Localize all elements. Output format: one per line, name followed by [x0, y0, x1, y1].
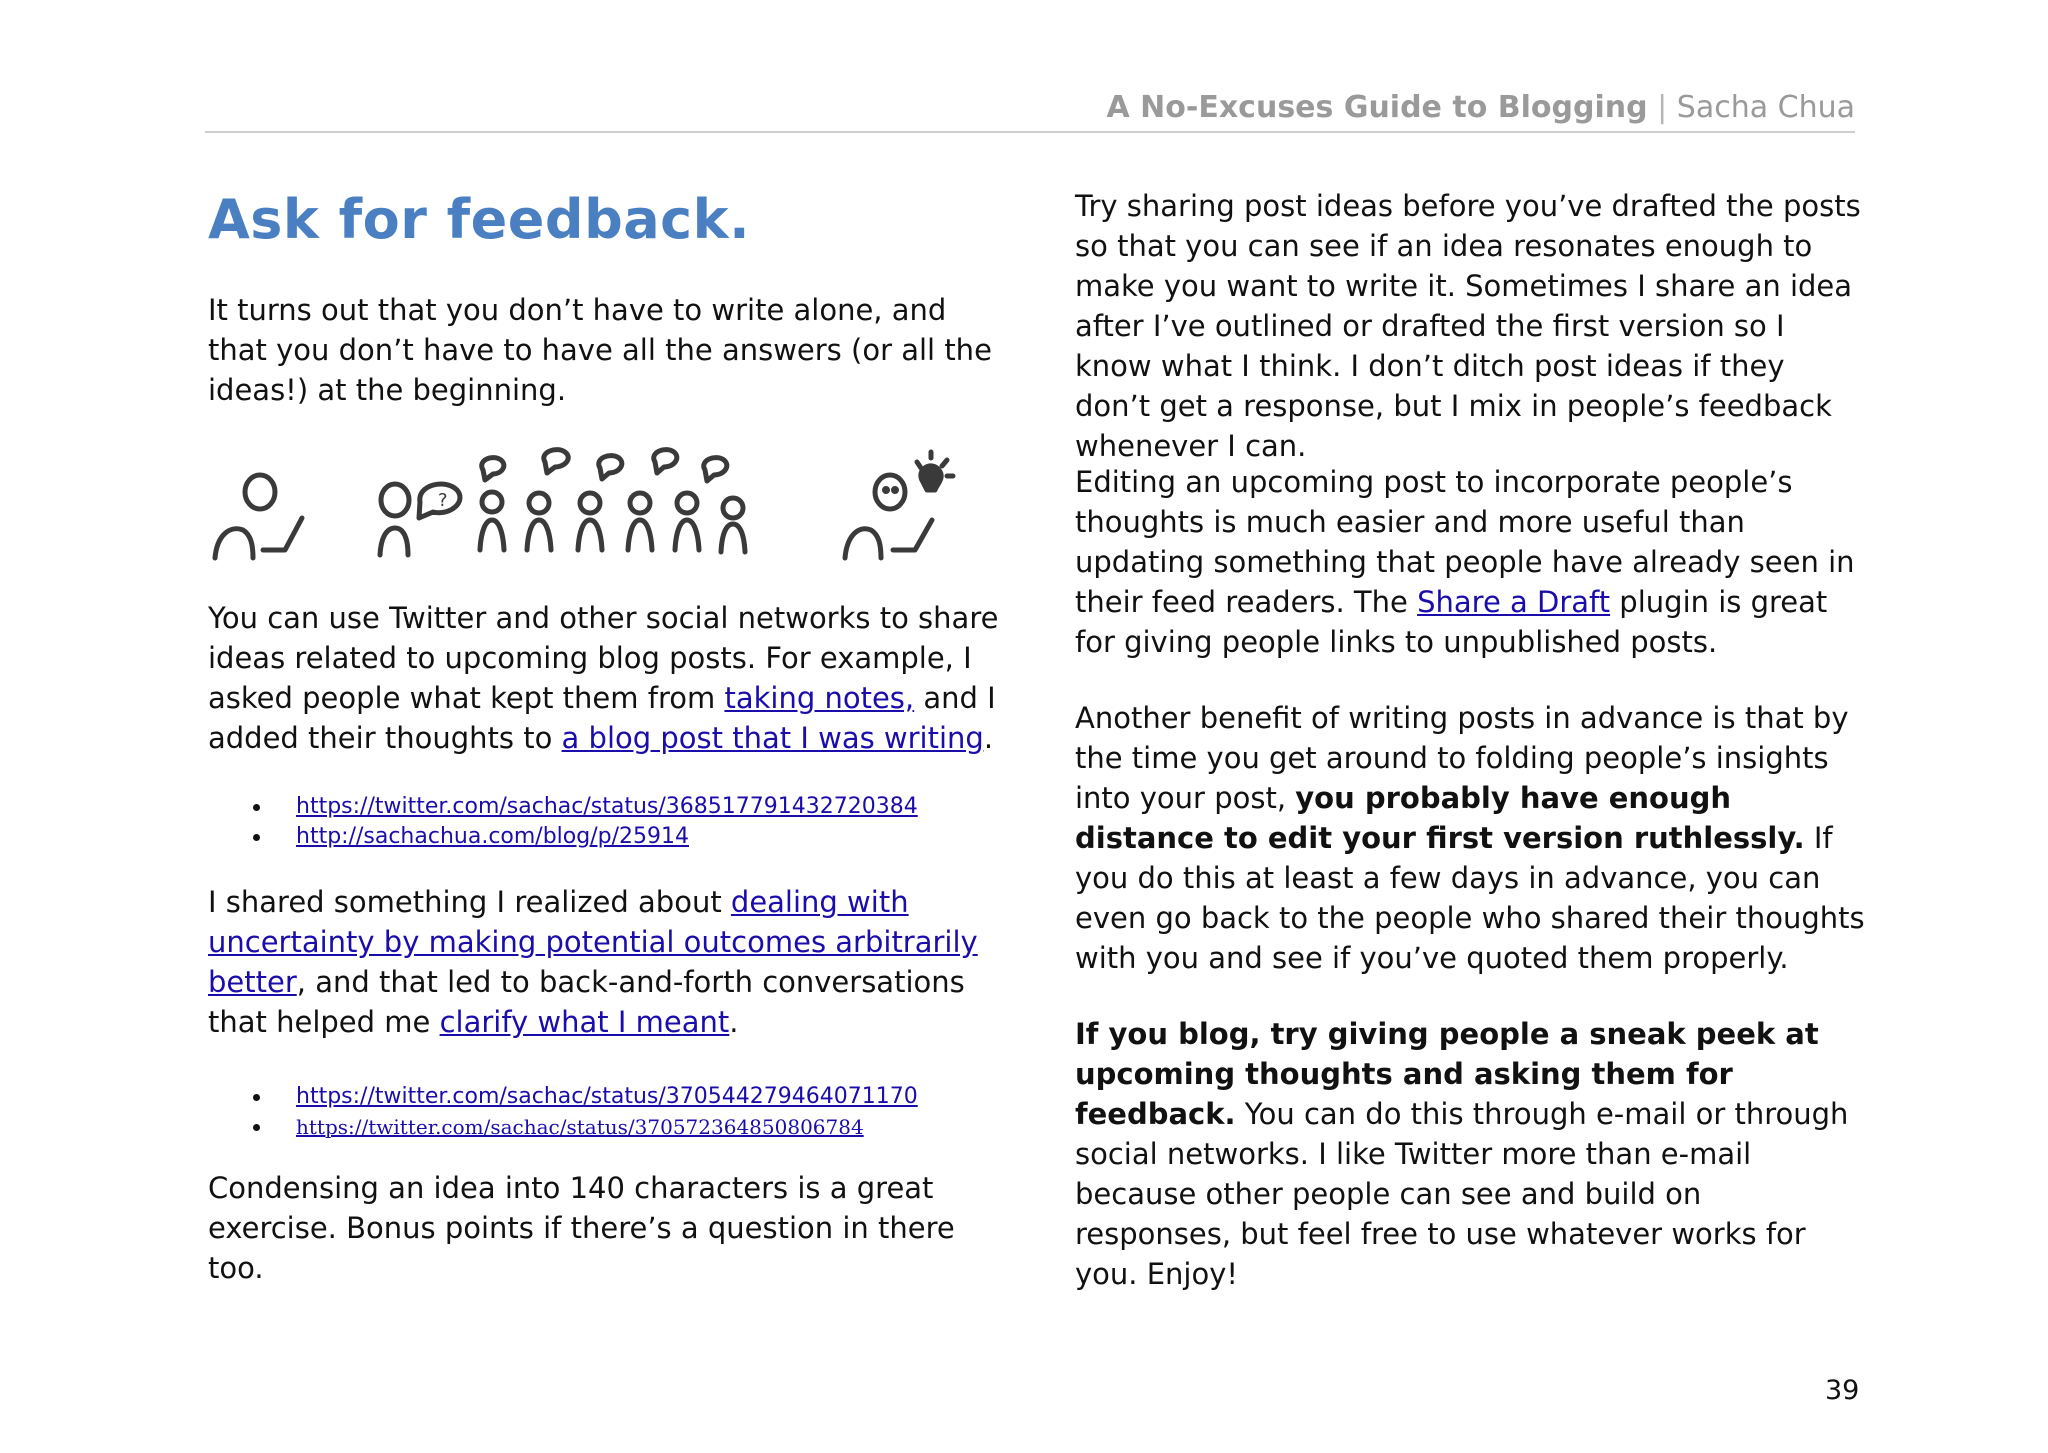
share-a-draft-link[interactable]: Share a Draft: [1417, 585, 1611, 619]
writer-with-idea-icon: [845, 452, 953, 558]
benefit-paragraph: [1075, 698, 1865, 978]
blog-post-link[interactable]: a blog post that I was writing: [561, 721, 984, 755]
list-item: [208, 792, 1008, 822]
tweet-link[interactable]: https://twitter.com/sachac/status/368517791432720384: [296, 794, 918, 819]
page-number: 39: [1825, 1375, 1860, 1406]
bold-text: you probably have enough distance to edit your first version ruthlessly.: [1075, 781, 1805, 855]
paragraph-text: Editing an upcoming post to incorporate people’s thoughts is much easier and more useful than updating something that people have already seen in their feed readers. The: [1075, 465, 1855, 619]
list-item: [208, 1082, 1008, 1112]
paragraph-text: You can use Twitter and other social networks to share ideas related to upcoming blog posts. For example, I asked people what kept them from: [208, 601, 999, 715]
paragraph-text: , and that led to back-and-forth conversations that helped me: [208, 965, 965, 1039]
asking-person-icon: [380, 484, 460, 555]
twitter-paragraph: [208, 598, 1008, 758]
paragraph-text: I shared something I realized about: [208, 885, 731, 919]
clarify-link[interactable]: clarify what I meant: [439, 1005, 730, 1039]
intro-paragraph: It turns out that you don’t have to write alone, and that you don’t have to have all the answers (or all the ideas!) at the beginning.: [208, 293, 992, 407]
call-to-action-paragraph: [1075, 1014, 1865, 1294]
header-separator: |: [1657, 90, 1668, 125]
list-item: [208, 1112, 1008, 1142]
crowd-icon: [480, 450, 745, 552]
blog-url-link[interactable]: http://sachachua.com/blog/p/25914: [296, 824, 689, 849]
link-list-1: [208, 792, 1008, 852]
sharing-ideas-paragraph: Try sharing post ideas before you’ve drafted the posts so that you can see if an idea resonates enough to make you want to write it. Sometimes I share an idea after I’ve outlined or drafted the first version so I know what I think. I don’t ditch post ideas if they don’t get a response, but I mix in people’s feedback whenever I can.: [1075, 189, 1861, 463]
feedback-crowd-illustration: [205, 440, 975, 570]
taking-notes-link[interactable]: taking notes,: [724, 681, 915, 715]
paragraph-text: .: [729, 1005, 739, 1039]
editing-paragraph: [1075, 462, 1865, 662]
tweet-link[interactable]: https://twitter.com/sachac/status/370572364850806784: [296, 1115, 864, 1139]
header-rule: [205, 131, 1855, 133]
page-title: Ask for feedback.: [208, 188, 751, 251]
svg-text:?: ?: [438, 490, 448, 511]
paragraph-text: You can do this through e-mail or through social networks. I like Twitter more than e-mail because other people can see and build on responses, but feel free to use whatever works for you. Enjoy!: [1075, 1097, 1849, 1291]
tweet-link[interactable]: https://twitter.com/sachac/status/370544279464071170: [296, 1084, 918, 1109]
paragraph-text: If you do this at least a few days in advance, you can even go back to the people who shared their thoughts with you and see if you’ve quoted them properly.: [1075, 821, 1865, 975]
uncertainty-paragraph: [208, 882, 1008, 1042]
paragraph-text: Another benefit of writing posts in advance is that by the time you get around to folding people’s insights into your post,: [1075, 701, 1849, 815]
condensing-paragraph: Condensing an idea into 140 characters is a great exercise. Bonus points if there’s a question in there too.: [208, 1171, 955, 1285]
link-list-2: [208, 1082, 1008, 1142]
uncertainty-link[interactable]: dealing with uncertainty by making potential outcomes arbitrarily better: [208, 885, 978, 999]
bold-text: If you blog, try giving people a sneak peek at upcoming thoughts and asking them for feedback.: [1075, 1017, 1819, 1131]
paragraph-text: and I added their thoughts to: [208, 681, 996, 755]
writer-figure-icon: [215, 475, 302, 558]
running-header: [205, 90, 1855, 125]
book-title: A No-Excuses Guide to Blogging: [1106, 90, 1648, 125]
author-name: Sacha Chua: [1676, 90, 1855, 125]
paragraph-text: plugin is great for giving people links to unpublished posts.: [1075, 585, 1828, 659]
list-item: [208, 822, 1008, 852]
paragraph-text: .: [983, 721, 994, 755]
